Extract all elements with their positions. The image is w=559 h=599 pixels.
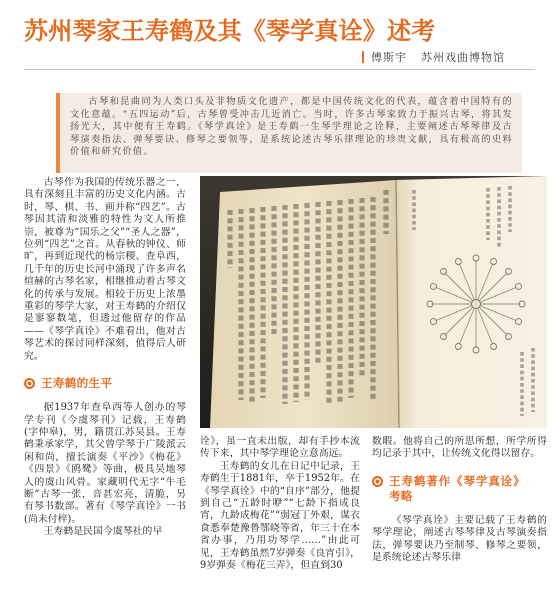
diagram-node bbox=[431, 319, 437, 325]
byline bbox=[371, 49, 505, 65]
intro-paragraph: 古琴作为我国的传统乐器之一，具有深刻且丰富的历史文化内涵。古时，琴、棋、书、画并称“四艺”。古琴因其清和淡雅的特性为文人所推崇，被尊为“国乐之父”“圣人之器”，位列“四艺”之首。从春秋的钟仪、师旷，再到近现代的杨宗稷、查阜西，几千年的历史长河中涌现了许多声名煊赫的古琴名家，相继推动着古琴文化的传承与发展。相较于历史上浓墨重彩的琴学大家，对王寿鹤的介绍仅是寥寥数笔，但透过他留存的作品——《琴学真诠》不难看出，他对古琴艺术的探讨同样深刻，值得后人研究。 bbox=[24, 177, 186, 362]
diagram-node bbox=[473, 255, 479, 261]
right-carry-paragraph: 数暇。他将自己的所思所想，所学所得均记录于其中，让传统文化得以留存。 bbox=[372, 436, 547, 460]
middle-paragraph: 王寿鹤的女儿在日记中记录，王寿鹤生于1881年，卒于1952年。在《琴学真诠》中的“自序”部分，他提到自己“五龄时咿”“七龄下指成良宵，九龄成梅花”“弱冠丁外艰，谋衣食悉奉楚豫鲁鄂晓等省，年三十在本省办事，乃用功琴学……”由此可见，王寿鹤虽然7岁弹奏《良宵引》，9岁弹奏《梅花三弄》，但直到30 bbox=[200, 460, 360, 572]
section-heading-text: 王寿鹤的生平 bbox=[41, 376, 113, 391]
diagram-node bbox=[516, 319, 522, 325]
diagram-node bbox=[491, 259, 497, 265]
section-heading-biography bbox=[24, 376, 186, 391]
biography-paragraph: 王寿鹤是民国今虞琴社的早 bbox=[43, 526, 163, 538]
diagram-node bbox=[441, 269, 447, 275]
diagram-node bbox=[516, 283, 522, 289]
abstract-box: 古琴和昆曲同为人类口头及非物质文化遗产，都是中国传统文化的代表，蕴含着中国特有的文化意蕴。“五四运动”后，古琴曾受冲击几近消亡。当时，许多古琴家致力于振兴古琴，将其发扬光大，其中便有王寿鹤。《琴学真诠》是王寿鹤一生琴学理论之诠释，主要阐述古琴琴律及古琴演奏指法、弹琴要诀、修琴之要领等，是系统论述古琴乐律理论的珍贵文献，具有极高的史料价值和研究价值。 bbox=[56, 93, 522, 173]
star-diagram bbox=[427, 255, 525, 353]
section-heading-work-study bbox=[372, 474, 547, 504]
diagram-node bbox=[473, 347, 479, 353]
right-column bbox=[372, 436, 547, 564]
diagram-node bbox=[491, 344, 497, 350]
author-name: 傅斯宇 bbox=[371, 51, 407, 64]
diagram-node bbox=[519, 301, 525, 307]
section-bullet-icon bbox=[24, 378, 35, 389]
diagram-node bbox=[427, 301, 433, 307]
middle-carry-paragraph: 诠》，虽一直未出版，却有手抄本流传下来，其中琴学理论立意高远。 bbox=[200, 436, 360, 460]
manuscript-book-photo bbox=[200, 176, 547, 428]
diagram-node bbox=[455, 259, 461, 265]
diagram-node bbox=[431, 283, 437, 289]
article-title: 苏州琴家王寿鹤及其《琴学真诠》述考 bbox=[24, 16, 436, 45]
left-column bbox=[24, 177, 186, 539]
middle-column bbox=[200, 436, 360, 572]
biography-paragraph: 据1937年查阜西等人创办的琴学专刊《今虞琴刊》记载，王寿鹤(字仲皋)，男，籍贯江苏吴县。王寿鹤秉承家学，其父曾学琴于广陵派云闲和尚，擅长演奏《平沙》《梅花》《四景》《鸥鹭》等曲，极具吴地琴人的虞山风骨。家藏明代无字“牛毛断”古琴一张，音甚宏亮，清脆，另有琴书数部。著有《琴学真诠》一书(尚未付梓)。 bbox=[24, 402, 186, 525]
section-heading-text: 王寿鹤著作《琴学真诠》考略 bbox=[389, 473, 525, 503]
diagram-node bbox=[455, 344, 461, 350]
section-bullet-icon bbox=[372, 476, 383, 487]
work-study-paragraph: 《琴学真诠》主要记载了王寿鹤的琴学理论，阐述古琴琴律及古琴演奏指法，弹琴要诀乃至制琴、修琴之要领，是系统论述古琴乐律 bbox=[372, 514, 547, 564]
book-photo-drawing bbox=[200, 176, 547, 428]
diagram-node bbox=[441, 334, 447, 340]
diagram-node bbox=[506, 269, 512, 275]
author-affiliation: 苏州戏曲博物馆 bbox=[421, 51, 505, 64]
diagram-center-node bbox=[472, 300, 481, 309]
diagram-node bbox=[506, 334, 512, 340]
author-divider-bar bbox=[362, 51, 364, 63]
header-rule bbox=[24, 69, 535, 70]
